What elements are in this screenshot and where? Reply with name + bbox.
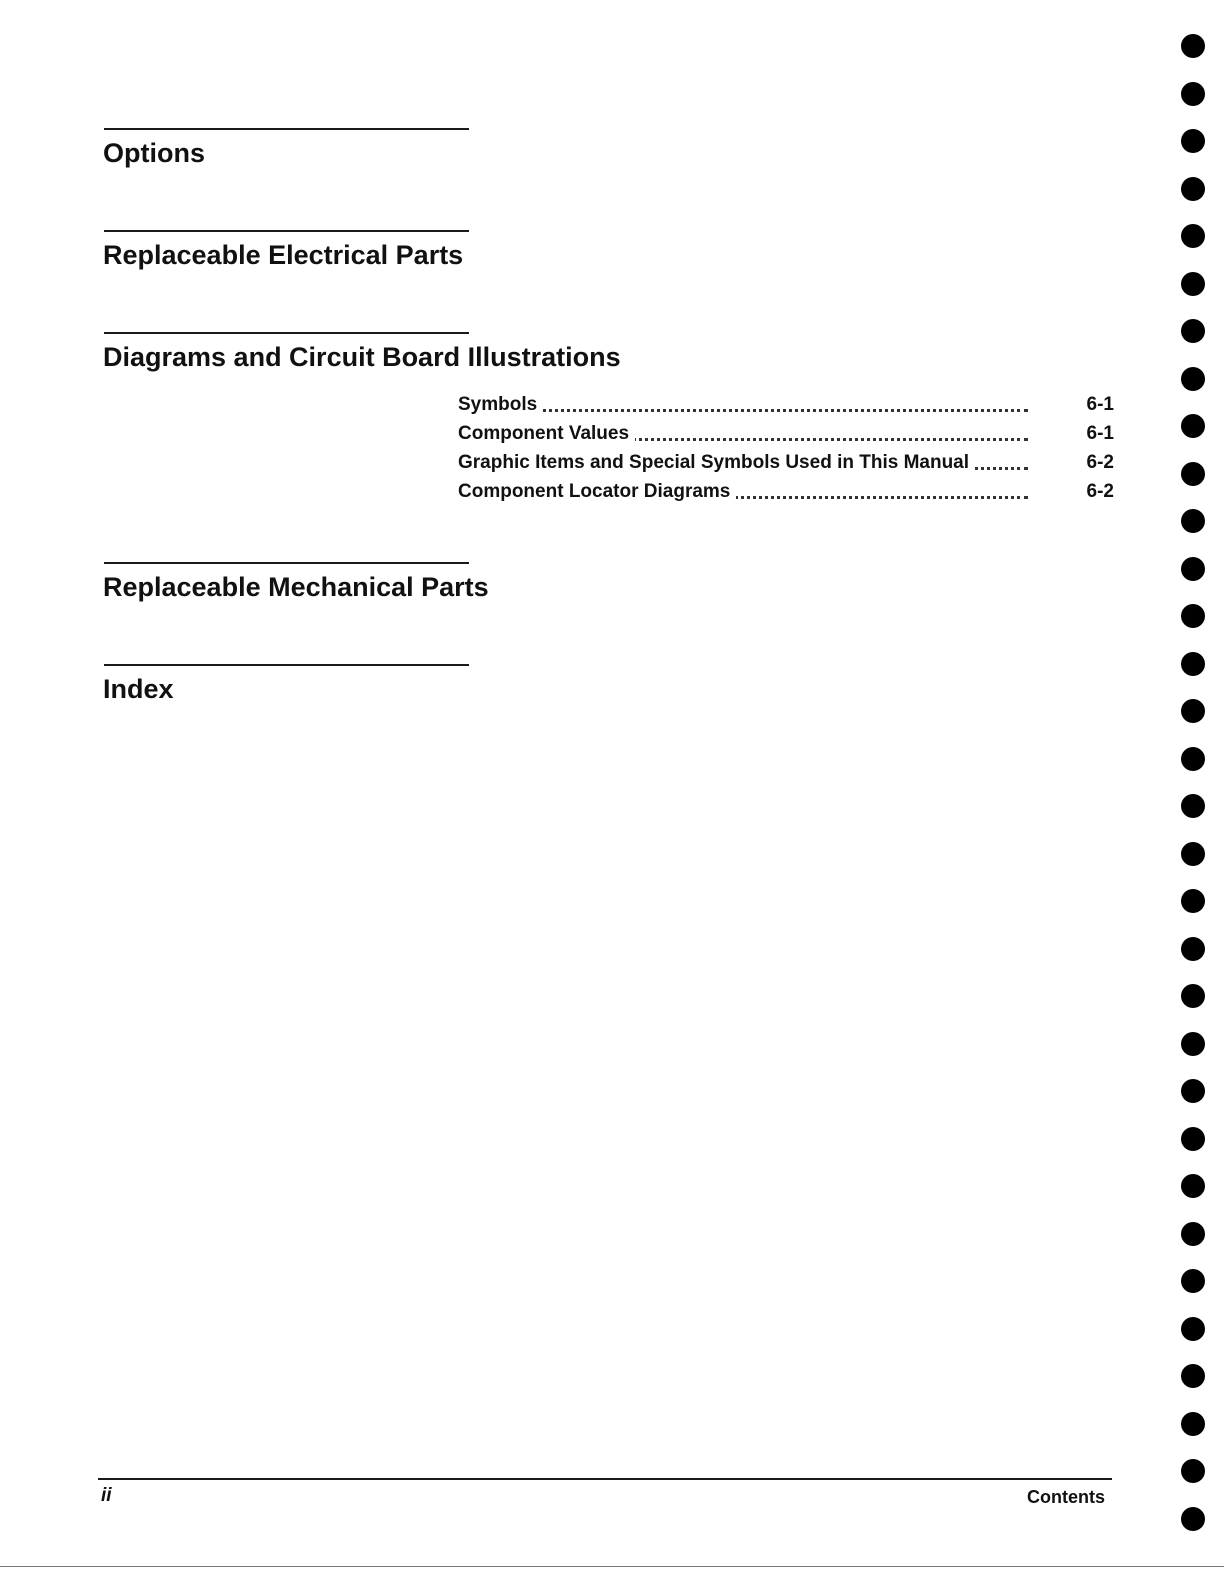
binder-hole	[1181, 82, 1205, 106]
toc-entry-label: Component Locator Diagrams	[458, 481, 736, 502]
binder-hole	[1181, 747, 1205, 771]
toc-entry[interactable]	[458, 419, 1114, 448]
index-rule	[104, 664, 469, 666]
binder-hole	[1181, 1174, 1205, 1198]
toc-entry-page: 6-1	[1086, 394, 1114, 415]
toc-entry-page: 6-2	[1086, 481, 1114, 502]
footer-rule	[98, 1478, 1112, 1480]
binder-hole	[1181, 34, 1205, 58]
binder-hole	[1181, 984, 1205, 1008]
toc-entry[interactable]	[458, 477, 1114, 506]
toc-entry-label: Graphic Items and Special Symbols Used in This Manual	[458, 452, 975, 473]
section-title-diagrams: Diagrams and Circuit Board Illustrations	[103, 342, 621, 372]
binder-hole	[1181, 1459, 1205, 1483]
footer-section-name: Contents	[1027, 1487, 1105, 1507]
binder-hole	[1181, 842, 1205, 866]
binder-hole	[1181, 462, 1205, 486]
page-bottom-edge	[0, 1566, 1224, 1567]
toc-entry-label: Component Values	[458, 423, 635, 444]
binder-hole	[1181, 129, 1205, 153]
binder-hole	[1181, 937, 1205, 961]
toc-entry-label-wrap	[458, 419, 1028, 448]
mechanical-rule	[104, 562, 469, 564]
dot-leader	[458, 409, 1028, 412]
binder-hole	[1181, 1412, 1205, 1436]
binder-hole	[1181, 652, 1205, 676]
binder-hole	[1181, 509, 1205, 533]
binder-hole	[1181, 1364, 1205, 1388]
toc-entry-label: Symbols	[458, 394, 543, 415]
section-title-electrical-parts: Replaceable Electrical Parts	[103, 240, 464, 270]
section-title-options: Options	[103, 138, 205, 168]
binder-hole	[1181, 604, 1205, 628]
diagrams-rule	[104, 332, 469, 334]
binder-hole	[1181, 1032, 1205, 1056]
binder-hole	[1181, 794, 1205, 818]
electrical-rule	[104, 230, 469, 232]
section-title-index: Index	[103, 674, 174, 704]
binder-hole	[1181, 699, 1205, 723]
section-title-mechanical-parts: Replaceable Mechanical Parts	[103, 572, 489, 602]
binder-hole	[1181, 367, 1205, 391]
binder-hole	[1181, 1222, 1205, 1246]
binder-hole	[1181, 1127, 1205, 1151]
binder-hole	[1181, 272, 1205, 296]
options-rule	[104, 128, 469, 130]
toc-entry-page: 6-1	[1086, 423, 1114, 444]
toc-entry-page: 6-2	[1086, 452, 1114, 473]
binder-hole	[1181, 177, 1205, 201]
toc-entry-label-wrap	[458, 390, 1028, 419]
toc-entry[interactable]	[458, 448, 1114, 477]
binder-hole	[1181, 1079, 1205, 1103]
binder-hole	[1181, 889, 1205, 913]
toc-entry[interactable]	[458, 390, 1114, 419]
toc-list	[458, 390, 1114, 506]
footer-page-number: ii	[101, 1485, 112, 1506]
toc-entry-label-wrap	[458, 477, 1028, 506]
binder-holes	[1181, 34, 1207, 1534]
binder-hole	[1181, 224, 1205, 248]
binder-hole	[1181, 557, 1205, 581]
toc-entry-label-wrap	[458, 448, 1028, 477]
binder-hole	[1181, 1269, 1205, 1293]
binder-hole	[1181, 319, 1205, 343]
binder-hole	[1181, 1507, 1205, 1531]
binder-hole	[1181, 414, 1205, 438]
binder-hole	[1181, 1317, 1205, 1341]
